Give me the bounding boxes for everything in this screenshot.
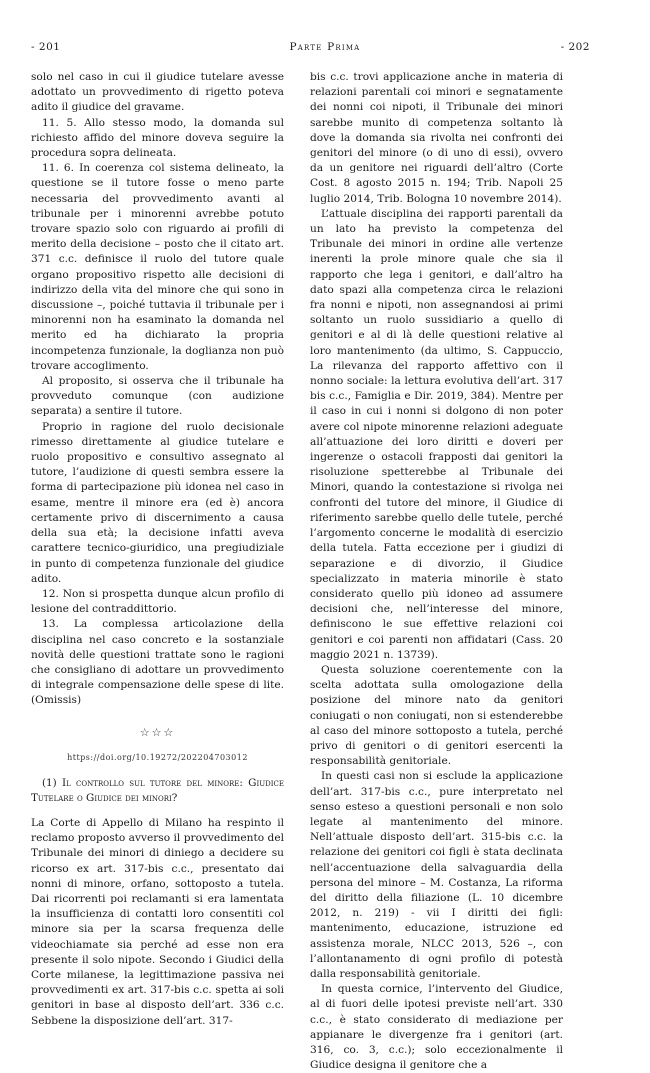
paragraph: Proprio in ragione del ruolo decisionale rimesso direttamente al giudice tutelare e ruolo propositivo e consultivo assegnato al tutore, l’audizione di questi sembra essere la forma di partecipazione più idonea nel caso in esame, mentre il minore era (ed è) ancora certamente privo di discernimento a causa della sua età; la decisione infatti aveva carattere tecnico-giuridico, una pregiudiziale in punto di competenza funzionale del giudice adito. xyxy=(31,420,284,585)
section-heading: (1) Il controllo sul tutore del minore: Giudice Tutelare o Giudice dei minori? xyxy=(31,776,284,804)
paragraph: In questa cornice, l’intervento del Giudice, al di fuori delle ipotesi previste nell’art. 330 c.c., è stato considerato di mediazione per appianare le divergenze fra i genitori (art. 316, co. 3, c.c.); solo eccezionalmente il Giudice designa il genitore che a xyxy=(310,983,563,1072)
paragraph: Questa soluzione coerentemente con la scelta adottata sulla omologazione della posizione del minore nato da genitori coniugati o non coniugati, non si estenderebbe al caso del minore sottoposto a tutela, perché privo di genitori o di genitori esercenti la responsabilità genitoriale. xyxy=(310,663,563,768)
paragraph: 11. 6. In coerenza col sistema delineato, la questione se il tutore fosse o meno parte necessaria del provvedimento avanti al tribunale per i minorenni avrebbe potuto trovare spazio solo con riguardo ai profili di merito della decisione – posto che il citato art. 371 c.c. definisce il ruolo del tutore quale organo propositivo rispetto alle decisioni di indirizzo della vita del minore che qui sono in discussione –, poiché tuttavia il tribunale per i minorenni non ha esaminato la domanda nel merito ed ha dichiarato la propria incompetenza funzionale, la doglianza non può trovare accoglimento. xyxy=(31,162,284,372)
paragraph: L’attuale disciplina dei rapporti parentali da un lato ha previsto la competenza del Tribunale dei minori in ordine alle vertenze inerenti la prole minore quale che sia il rapporto che lega i genitori, e dall’altro ha dato spazi alla competenza circa le relazioni fra nonni e nipoti, non assegnandosi ai primi soltanto un ruolo sussidiario a quello di genitori e al di là delle questioni relative al loro mantenimento (da ultimo, S. Cappuccio, La rilevanza del rapporto affettivo con il nonno sociale: la lettura evolutiva dell’art. 317 bis c.c., Famiglia e Dir. 2019, 384). Mentre per il caso in cui i nonni si dolgono di non poter avere col nipote minorenne relazioni adeguate all’attuazione dei loro diritti e doveri per ingerenze o ostacoli frapposti dai genitori la risoluzione spetterebbe al Tribunale dei Minori, quando la contestazione si rivolga nei confronti del tutore del minore, il Giudice di riferimento sarebbe quello delle tutele, perché l’argomento concerne le modalità di esercizio della tutela. Fatta eccezione per i giudizi di separazione e di divorzio, il Giudice specializzato in materia minorile è stato considerato quello più idoneo ad assumere decisioni che, nell’interesse del minore, definiscono le sue effettive relazioni coi genitori e coi parenti non affidatari (Cass. 20 maggio 2021 n. 13739). xyxy=(310,207,563,661)
paragraph: solo nel caso in cui il giudice tutelare avesse adottato un provvedimento di rigetto poteva adito il giudice del gravame. xyxy=(31,71,284,114)
section-separator: ☆☆☆ xyxy=(139,725,176,739)
paragraph: 13. La complessa articolazione della disciplina nel caso concreto e la sostanziale novità delle questioni trattate sono le ragioni che consigliano di adottare un provvedimento di integrale compensazione delle spese di lite. (Omissis) xyxy=(31,618,284,707)
paragraph: Al proposito, si osserva che il tribunale ha provveduto comunque (con audizione separata) a sentire il tutore. xyxy=(31,375,284,418)
page-number-right: - 202 xyxy=(560,41,590,53)
paragraph: In questi casi non si esclude la applicazione dell’art. 317-bis c.c., pure interpretato nel senso esteso a questioni personali e non solo legate al mantenimento del minore. Nell’attuale disposto dell’art. 315-bis c.c. la relazione dei genitori coi figli è stata declinata nell’accentuazione della salvaguardia della persona del minore – M. Costanza, La riforma del diritto della filiazione (L. 10 dicembre 2012, n. 219) - vii I diritti dei figli: mantenimento, educazione, istruzione ed assistenza morale, NLCC 2013, 526 –, con l’allontanamento di ogni profilo di potestà dalla responsabilità genitoriale. xyxy=(310,770,563,980)
paragraph: bis c.c. trovi applicazione anche in materia di relazioni parentali coi minori e segnatamente dei nonni coi nipoti, il Tribunale dei minori sarebbe munito di competenza soltanto là dove la domanda sia rivolta nei confronti dei genitori del minore (o di uno di essi), ovvero da un genitore nei riguardi dell’altro (Corte Cost. 8 agosto 2015 n. 194; Trib. Napoli 25 luglio 2014, Trib. Bologna 10 novembre 2014). xyxy=(310,71,563,205)
doi-link[interactable]: https://doi.org/10.19272/202204703012 xyxy=(67,752,248,762)
paragraph: La Corte di Appello di Milano ha respinto il reclamo proposto avverso il provvedimento del Tribunale dei minori di diniego a decidere su ricorso ex art. 317-bis c.c., presentato dai nonni di minore, orfano, sottoposto a tutela. Dai ricorrenti poi reclamanti si era lamentata la insufficienza di contatti loro consentiti col minore sia per la scarsa frequenza delle videochiamate sia perché ad esse non era presente il solo nipote. Secondo i Giudici della Corte milanese, la legittimazione passiva nei provvedimenti ex art. 317-bis c.c. spetta ai soli genitori in base al disposto dell’art. 336 c.c. Sebbene la disposizione dell’art. 317- xyxy=(31,816,284,1027)
right-column xyxy=(310,70,563,1073)
paragraph: 11. 5. Allo stesso modo, la domanda sul richiesto affido del minore doveva seguire la procedura sopra delineata. xyxy=(31,116,284,160)
page-number-left: - 201 xyxy=(31,41,61,53)
left-column xyxy=(31,70,284,1029)
running-header: Parte Prima xyxy=(289,41,361,53)
paragraph: 12. Non si prospetta dunque alcun profilo di lesione del contraddittorio. xyxy=(31,587,284,616)
